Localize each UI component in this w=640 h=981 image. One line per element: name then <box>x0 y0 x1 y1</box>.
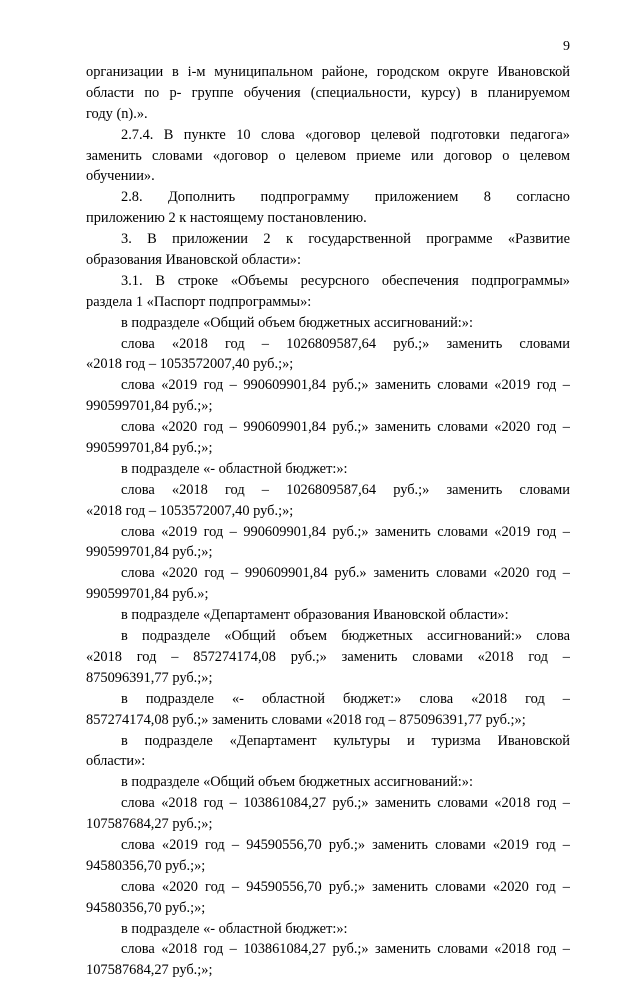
document-body <box>86 62 570 981</box>
text-line: в подразделе «Общий объем бюджетных ассигнований:»: <box>121 314 473 331</box>
text-line: в подразделе «Департамент образования Ивановской области»: <box>121 607 509 624</box>
text-line: обучении». <box>86 168 155 185</box>
text-line: в подразделе «Общий объем бюджетных ассигнований:»: <box>121 774 473 791</box>
text-line: 990599701,84 руб.;»; <box>86 398 213 415</box>
text-line: 107587684,27 руб.;»; <box>86 816 213 833</box>
text-line: 875096391,77 руб.;»; <box>86 669 213 686</box>
text-line: «2018 год – 1053572007,40 руб.;»; <box>86 356 294 373</box>
text-line: 857274174,08 руб.;» заменить словами «2018 год – 875096391,77 руб.;»; <box>86 711 526 728</box>
text-line: слова «2019 год – 94590556,70 руб.;» заменить словами «2019 год – <box>121 836 570 853</box>
text-line: «2018 год – 857274174,08 руб.;» заменить словами «2018 год – <box>86 648 570 665</box>
text-line: 107587684,27 руб.;»; <box>86 962 213 979</box>
text-line: области по p- группе обучения (специальности, курсу) в планируемом <box>86 84 570 101</box>
text-line: слова «2018 год – 1026809587,64 руб.;» заменить словами <box>121 481 570 498</box>
text-line: 2.7.4. В пункте 10 слова «договор целевой подготовки педагога» <box>121 126 570 143</box>
text-line: слова «2020 год – 990609901,84 руб.» заменить словами «2020 год – <box>121 565 570 582</box>
text-line: 990599701,84 руб.;»; <box>86 544 213 561</box>
text-line: 2.8. Дополнить подпрограмму приложением 8 согласно <box>121 189 570 206</box>
text-line: раздела 1 «Паспорт подпрограммы»: <box>86 293 312 310</box>
text-line: образования Ивановской области»: <box>86 252 301 269</box>
text-line: 3. В приложении 2 к государственной программе «Развитие <box>121 231 570 248</box>
text-line: области»: <box>86 753 146 770</box>
text-line: слова «2020 год – 94590556,70 руб.;» заменить словами «2020 год – <box>121 878 570 895</box>
text-line: слова «2019 год – 990609901,84 руб.;» заменить словами «2019 год – <box>121 523 570 540</box>
text-line: 94580356,70 руб.;»; <box>86 899 206 916</box>
text-line: в подразделе «- областной бюджет:»: <box>121 460 348 477</box>
text-line: 94580356,70 руб.;»; <box>86 857 206 874</box>
text-line: в подразделе «- областной бюджет:» слова «2018 год – <box>121 690 570 707</box>
text-line: в подразделе «- областной бюджет:»: <box>121 920 348 937</box>
page-number: 9 <box>563 39 570 54</box>
text-line: слова «2018 год – 103861084,27 руб.;» заменить словами «2018 год – <box>121 795 570 812</box>
text-line: организации в i-м муниципальном районе, городском округе Ивановской <box>86 64 570 80</box>
text-line: слова «2019 год – 990609901,84 руб.;» заменить словами «2019 год – <box>121 377 570 394</box>
text-line: слова «2018 год – 103861084,27 руб.;» заменить словами «2018 год – <box>121 941 570 958</box>
text-line: в подразделе «Департамент культуры и туризма Ивановской <box>121 732 570 749</box>
text-line: 990599701,84 руб.»; <box>86 586 209 603</box>
text-line: заменить словами «договор о целевом приеме или договор о целевом <box>86 147 570 164</box>
text-line: приложению 2 к настоящему постановлению. <box>86 210 367 227</box>
text-line: слова «2018 год – 1026809587,64 руб.;» заменить словами <box>121 335 570 352</box>
text-line: 3.1. В строке «Объемы ресурсного обеспечения подпрограммы» <box>121 272 570 289</box>
text-line: «2018 год – 1053572007,40 руб.;»; <box>86 502 294 519</box>
text-line: слова «2020 год – 990609901,84 руб.;» заменить словами «2020 год – <box>121 419 570 436</box>
text-line: году (n).». <box>86 105 148 122</box>
text-line: в подразделе «Общий объем бюджетных ассигнований:» слова <box>121 628 570 645</box>
text-line: 990599701,84 руб.;»; <box>86 440 213 457</box>
